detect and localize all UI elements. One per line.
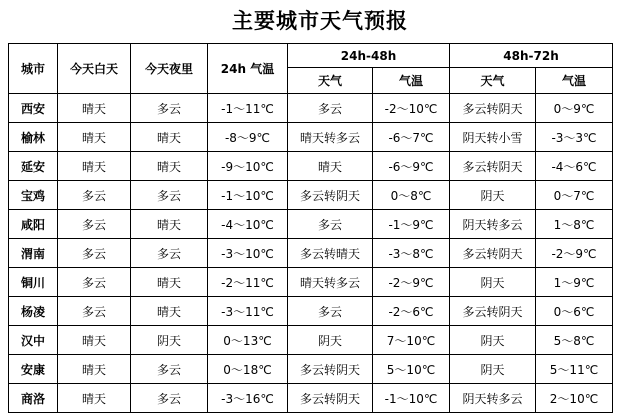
table-row [9,297,613,326]
temp-24h-cell: -8～9℃ [208,123,288,152]
city-cell: 汉中 [9,326,58,355]
today-day-weather-cell: 多云 [58,297,131,326]
today-day-weather-cell: 晴天 [58,94,131,123]
header-24h-48h: 24h-48h [288,44,450,68]
weather-72h-cell: 阴天转多云 [450,210,536,239]
city-cell: 榆林 [9,123,58,152]
today-night-weather-cell: 晴天 [131,210,208,239]
table-row [9,326,613,355]
city-cell: 延安 [9,152,58,181]
temp-24h-cell: -1～11℃ [208,94,288,123]
temp-72h-cell: 5～8℃ [536,326,613,355]
weather-72h-cell: 多云转阴天 [450,94,536,123]
table-row [9,355,613,384]
today-day-weather-cell: 晴天 [58,123,131,152]
today-day-weather-cell: 晴天 [58,326,131,355]
temp-48h-cell: -6～9℃ [373,152,450,181]
today-day-weather-cell: 多云 [58,268,131,297]
today-night-weather-cell: 多云 [131,239,208,268]
weather-48h-cell: 多云转阴天 [288,355,373,384]
temp-48h-cell: -6～7℃ [373,123,450,152]
temp-24h-cell: 0～18℃ [208,355,288,384]
temp-24h-cell: -3～10℃ [208,239,288,268]
weather-48h-cell: 晴天 [288,152,373,181]
header-48h-temp: 气温 [373,68,450,94]
weather-48h-cell: 多云 [288,297,373,326]
weather-48h-cell: 晴天转多云 [288,123,373,152]
today-night-weather-cell: 晴天 [131,123,208,152]
weather-48h-cell: 晴天转多云 [288,268,373,297]
today-day-weather-cell: 晴天 [58,355,131,384]
temp-48h-cell: 0～8℃ [373,181,450,210]
table-body [9,94,613,413]
table-row [9,384,613,413]
temp-24h-cell: -1～10℃ [208,181,288,210]
header-city: 城市 [9,44,58,94]
today-night-weather-cell: 多云 [131,355,208,384]
weather-72h-cell: 多云转阴天 [450,239,536,268]
weather-72h-cell: 多云转阴天 [450,297,536,326]
temp-72h-cell: 0～9℃ [536,94,613,123]
temp-48h-cell: -3～8℃ [373,239,450,268]
temp-48h-cell: -2～9℃ [373,268,450,297]
weather-72h-cell: 阴天 [450,326,536,355]
weather-forecast-table [8,43,613,413]
city-cell: 西安 [9,94,58,123]
weather-72h-cell: 阴天 [450,181,536,210]
city-cell: 杨凌 [9,297,58,326]
weather-48h-cell: 多云转阴天 [288,181,373,210]
today-day-weather-cell: 多云 [58,239,131,268]
weather-72h-cell: 阴天转多云 [450,384,536,413]
weather-72h-cell: 阴天转小雪 [450,123,536,152]
temp-48h-cell: -2～6℃ [373,297,450,326]
table-row [9,94,613,123]
header-72h-temp: 气温 [536,68,613,94]
today-night-weather-cell: 多云 [131,384,208,413]
temp-72h-cell: 1～9℃ [536,268,613,297]
city-cell: 宝鸡 [9,181,58,210]
temp-24h-cell: 0～13℃ [208,326,288,355]
table-row [9,268,613,297]
temp-72h-cell: 1～8℃ [536,210,613,239]
table-row [9,210,613,239]
weather-48h-cell: 阴天 [288,326,373,355]
header-24h-temp: 24h 气温 [208,44,288,94]
today-night-weather-cell: 晴天 [131,152,208,181]
city-cell: 渭南 [9,239,58,268]
table-row [9,239,613,268]
temp-24h-cell: -3～11℃ [208,297,288,326]
today-night-weather-cell: 多云 [131,181,208,210]
header-today-night: 今天夜里 [131,44,208,94]
header-72h-weather: 天气 [450,68,536,94]
temp-48h-cell: 7～10℃ [373,326,450,355]
temp-48h-cell: -1～9℃ [373,210,450,239]
temp-72h-cell: 5～11℃ [536,355,613,384]
weather-48h-cell: 多云 [288,94,373,123]
temp-24h-cell: -2～11℃ [208,268,288,297]
today-day-weather-cell: 晴天 [58,152,131,181]
today-day-weather-cell: 晴天 [58,384,131,413]
today-day-weather-cell: 多云 [58,210,131,239]
temp-24h-cell: -9～10℃ [208,152,288,181]
city-cell: 安康 [9,355,58,384]
today-day-weather-cell: 多云 [58,181,131,210]
temp-72h-cell: 2～10℃ [536,384,613,413]
temp-72h-cell: 0～7℃ [536,181,613,210]
city-cell: 咸阳 [9,210,58,239]
header-48h-weather: 天气 [288,68,373,94]
weather-48h-cell: 多云 [288,210,373,239]
table-row [9,181,613,210]
today-night-weather-cell: 晴天 [131,297,208,326]
temp-72h-cell: 0～6℃ [536,297,613,326]
header-today-day: 今天白天 [58,44,131,94]
weather-72h-cell: 阴天 [450,355,536,384]
temp-72h-cell: -2～9℃ [536,239,613,268]
temp-24h-cell: -4～10℃ [208,210,288,239]
temp-48h-cell: 5～10℃ [373,355,450,384]
city-cell: 商洛 [9,384,58,413]
page-title: 主要城市天气预报 [232,9,408,33]
table-row [9,123,613,152]
city-cell: 铜川 [9,268,58,297]
weather-48h-cell: 多云转晴天 [288,239,373,268]
temp-72h-cell: -3～3℃ [536,123,613,152]
weather-72h-cell: 多云转阴天 [450,152,536,181]
today-night-weather-cell: 多云 [131,94,208,123]
weather-48h-cell: 多云转阴天 [288,384,373,413]
temp-24h-cell: -3～16℃ [208,384,288,413]
header-48h-72h: 48h-72h [450,44,613,68]
temp-48h-cell: -2～10℃ [373,94,450,123]
temp-48h-cell: -1～10℃ [373,384,450,413]
temp-72h-cell: -4～6℃ [536,152,613,181]
today-night-weather-cell: 晴天 [131,268,208,297]
table-row [9,152,613,181]
today-night-weather-cell: 阴天 [131,326,208,355]
weather-72h-cell: 阴天 [450,268,536,297]
